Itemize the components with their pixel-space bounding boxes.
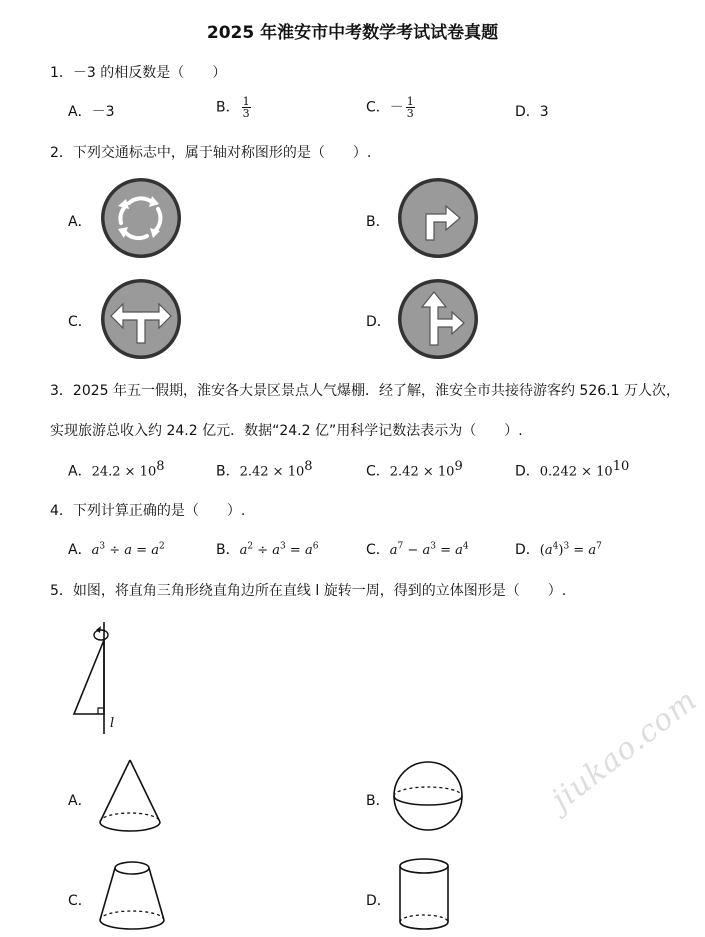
option-label: C． bbox=[366, 463, 390, 480]
q1-option-a[interactable] bbox=[68, 101, 115, 121]
fraction bbox=[242, 96, 251, 119]
sphere-icon[interactable] bbox=[390, 756, 466, 836]
option-label: D． bbox=[515, 104, 540, 120]
question-2-stem: 2．下列交通标志中，属于轴对称图形的是（ ）. bbox=[50, 145, 372, 161]
option-exponent: 9 bbox=[454, 459, 463, 474]
straight-or-right-sign-icon[interactable] bbox=[396, 277, 480, 361]
q3-option-c[interactable] bbox=[366, 459, 463, 481]
option-label: C． bbox=[366, 542, 390, 558]
axis-label: l bbox=[110, 716, 115, 731]
roundabout-sign-icon[interactable] bbox=[99, 176, 183, 260]
q2-option-d-label[interactable]: D． bbox=[366, 314, 391, 330]
q4-option-a[interactable] bbox=[68, 539, 165, 559]
option-base: 24.2 × 10 bbox=[91, 464, 157, 480]
turn-right-sign-icon[interactable] bbox=[396, 176, 480, 260]
question-1-stem: 1．－3 的相反数是（ ） bbox=[50, 65, 227, 81]
denominator: 3 bbox=[406, 107, 414, 120]
option-expression: $a^3 \div a = a^2$ bbox=[91, 541, 165, 558]
cylinder-icon[interactable] bbox=[394, 856, 454, 936]
page-title: 2025 年淮安市中考数学考试试卷真题 bbox=[206, 23, 499, 43]
option-exponent: 10 bbox=[612, 459, 630, 474]
q4-option-c[interactable] bbox=[366, 539, 469, 559]
minus-sign: － bbox=[389, 99, 404, 116]
question-5-stem: 5．如图，将直角三角形绕直角边所在直线 l 旋转一周，得到的立体图形是（ ）. bbox=[50, 583, 567, 599]
numerator: 1 bbox=[242, 95, 250, 108]
option-base: 0.242 × 10 bbox=[539, 464, 613, 480]
option-base: 2.42 × 10 bbox=[239, 464, 305, 480]
option-value: 3 bbox=[539, 104, 549, 120]
q3-option-a[interactable] bbox=[68, 459, 165, 481]
q1-option-b[interactable] bbox=[216, 96, 251, 119]
option-value: －3 bbox=[91, 104, 115, 120]
denominator: 3 bbox=[242, 107, 250, 120]
q5-option-a-label[interactable]: A． bbox=[68, 793, 92, 809]
q3-option-d[interactable] bbox=[515, 459, 629, 481]
question-3-stem-line-1: 3．2025 年五一假期，淮安各大景区景点人气爆棚．经了解，淮安全市共接待游客约 526.1 万人次， bbox=[50, 383, 680, 399]
q5-option-b-label[interactable]: B． bbox=[366, 793, 390, 809]
option-expression: $(a^4)^3 = a^7$ bbox=[539, 541, 602, 558]
option-base: 2.42 × 10 bbox=[389, 464, 455, 480]
option-label: A． bbox=[68, 463, 92, 480]
option-label: D． bbox=[515, 542, 540, 558]
q5-option-d-label[interactable]: D． bbox=[366, 893, 391, 909]
q3-option-b[interactable] bbox=[216, 459, 313, 481]
option-label: A． bbox=[68, 104, 92, 120]
question-3-stem-line-2: 实现旅游总收入约 24.2 亿元．数据“24.2 亿”用科学记数法表示为（ ）. bbox=[50, 423, 523, 439]
option-label: D． bbox=[515, 463, 540, 480]
option-expression: $a^2 \div a^3 = a^6$ bbox=[239, 541, 319, 558]
left-right-sign-icon[interactable] bbox=[99, 277, 183, 361]
numerator: 1 bbox=[406, 95, 414, 108]
q1-option-d[interactable] bbox=[515, 101, 549, 121]
cone-icon[interactable] bbox=[95, 756, 165, 836]
option-exponent: 8 bbox=[304, 459, 313, 474]
option-label: A． bbox=[68, 542, 92, 558]
question-4-stem: 4．下列计算正确的是（ ）. bbox=[50, 503, 246, 519]
q4-option-b[interactable] bbox=[216, 539, 318, 559]
q2-option-a-label[interactable]: A． bbox=[68, 214, 92, 230]
watermark: jiukao.com bbox=[545, 682, 705, 818]
option-label: C． bbox=[366, 99, 390, 116]
q2-option-c-label[interactable]: C． bbox=[68, 314, 92, 330]
frustum-icon[interactable] bbox=[95, 856, 169, 936]
q2-option-b-label[interactable]: B． bbox=[366, 214, 390, 230]
option-label: B． bbox=[216, 463, 240, 480]
option-exponent: 8 bbox=[156, 459, 165, 474]
rotation-triangle-figure bbox=[66, 622, 126, 738]
option-label: B． bbox=[216, 542, 240, 558]
q4-option-d[interactable] bbox=[515, 539, 602, 559]
q5-option-c-label[interactable]: C． bbox=[68, 893, 92, 909]
option-expression: $a^7 - a^3 = a^4$ bbox=[389, 541, 469, 558]
q1-option-c[interactable] bbox=[366, 96, 415, 119]
option-label: B． bbox=[216, 99, 240, 116]
fraction bbox=[406, 96, 415, 119]
